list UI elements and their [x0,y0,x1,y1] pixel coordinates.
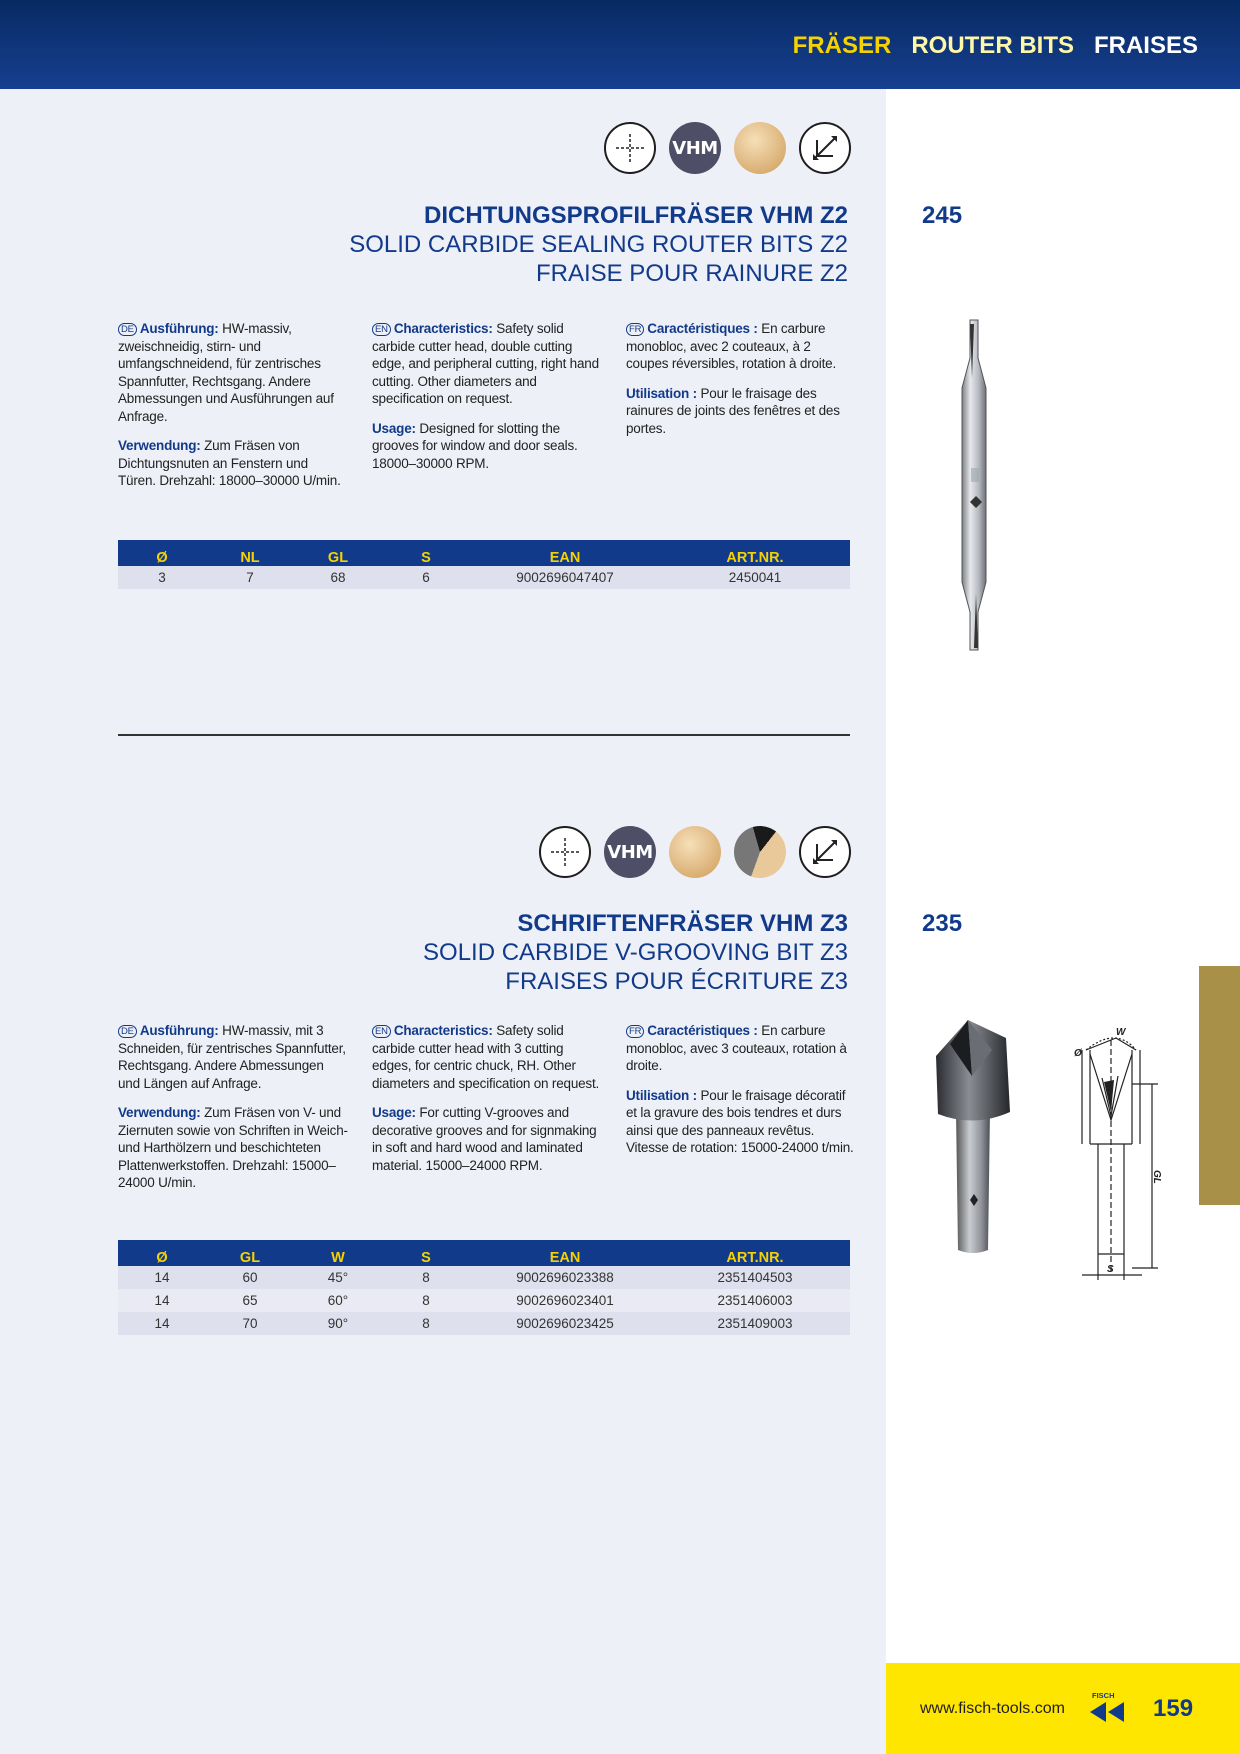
product-2-icons [539,826,851,878]
product-1-catalog-number: 245 [922,202,963,229]
softwood-icon [734,122,786,174]
product-1-title-fr: FRAISE POUR RAINURE Z2 [535,260,848,287]
softwood-icon [669,826,721,878]
lang-badge-fr: FR [626,323,644,336]
fisch-logo-icon [1088,1691,1128,1725]
lang-badge-de: DE [118,323,137,336]
section-title-en: ROUTER BITS [911,32,1074,59]
centric-chuck-icon [539,826,591,878]
centric-chuck-icon [604,122,656,174]
product-2-spec-table [118,1240,850,1335]
product-1-title-en: SOLID CARBIDE SEALING ROUTER BITS Z2 [349,231,848,258]
table-row: 14 60 45° 8 9002696023388 2351404503 [118,1266,850,1289]
product-2-technical-drawing [1072,1020,1164,1282]
product-2-title-fr: FRAISES POUR ÉCRITURE Z3 [505,968,848,995]
laminate-icon [734,826,786,878]
product-2-catalog-number: 235 [922,910,963,937]
drawing-label-gl: GL [1151,1170,1162,1184]
product-1-desc-de: DE Ausführung: HW-massiv, zweischneidig, stirn- und umfangschneidend, für zentrisches Spannfutter, Rechtsgang. Andere Abmessungen und Ausführungen auf Anfrage. Verwendung: Zum Fräsen von Dichtungsnuten an Fenstern und Türen. Drehzahl: 18000–30000 U/min. [118,321,341,488]
section-title-fr: FRAISES [1093,32,1198,59]
product-2-desc-fr: FR Caractéristiques : En carbure monobloc, avec 3 couteaux, rotation à droite. Utilisation : Pour le fraisage décoratif et la gravure des bois tendres et durs ainsi que des panneaux revêtus. Vitesse de rotation: 15000-24000 t/min. [626,1023,854,1155]
product-2-photo [930,1016,1016,1254]
chapter-tab [1199,966,1240,1205]
section-titles [793,32,1198,60]
table-row: 3 7 68 6 9002696047407 2450041 [118,566,850,589]
section-divider [118,734,850,736]
table-header-row: Ø NL GL S EAN ART.NR. [118,540,850,566]
rotation-right-icon [799,826,851,878]
table-row: 14 70 90° 8 9002696023425 2351409003 [118,1312,850,1335]
drawing-label-s: S [1107,1264,1114,1275]
vhm-badge: VHM [604,826,656,878]
product-1-desc-en: EN Characteristics: Safety solid carbide cutter head, double cutting edge, and peripheral cutting, right hand cutting. Other diameters and specification on request. Usage: Designed for slotting the grooves for window and door seals. 18000–30000 RPM. [372,321,599,471]
product-2-title [423,909,848,996]
product-1-title-de: DICHTUNGSPROFILFRÄSER VHM Z2 [423,202,848,229]
product-2-desc-de: DE Ausführung: HW-massiv, mit 3 Schneiden, für zentrisches Spannfutter, Rechtsgang. Andere Abmessungen und Längen auf Anfrage. Verwendung: Zum Fräsen von V- und Ziernuten sowie von Schriften in Weich- und Harthölzern und beschichteten Plattenwerkstoffen. Drehzahl: 15000–24000 U/min. [118,1023,348,1190]
product-1-photo [950,318,1000,652]
page-number: 159 [1153,1695,1194,1722]
product-1-spec-table [118,540,850,589]
product-1-desc-fr: FR Caractéristiques : En carbure monobloc, avec 2 couteaux, à 2 coupes réversibles, rotation à droite. Utilisation : Pour le fraisage des rainures de joints des fenêtres et des portes. [626,321,840,436]
lang-badge-en: EN [372,323,391,336]
product-2-title-de: SCHRIFTENFRÄSER VHM Z3 [517,910,848,937]
lang-badge-fr: FR [626,1025,644,1038]
table-row: 14 65 60° 8 9002696023401 2351406003 [118,1289,850,1312]
product-2-desc-en: EN Characteristics: Safety solid carbide cutter head with 3 cutting edges, for centric chuck, RH. Other diameters and specification on request. Usage: For cutting V-grooves and decorative grooves and for signmaking in soft and hard wood and laminated material. 15000–24000 RPM. [372,1023,600,1173]
page-header [0,0,1240,89]
lang-badge-en: EN [372,1025,391,1038]
product-1-title [349,201,848,288]
drawing-label-dia: Ø [1074,1048,1082,1059]
vhm-badge: VHM [669,122,721,174]
product-2-title-en: SOLID CARBIDE V-GROOVING BIT Z3 [423,939,848,966]
table-header-row: Ø GL W S EAN ART.NR. [118,1240,850,1266]
drawing-label-w: W [1116,1027,1126,1038]
lang-badge-de: DE [118,1025,137,1038]
section-title-de: FRÄSER [792,32,892,59]
rotation-right-icon [799,122,851,174]
brand-name: FISCH [1092,1691,1115,1700]
website-link[interactable]: www.fisch-tools.com [920,1700,1065,1717]
page-footer [886,1663,1240,1754]
product-1-icons [604,122,851,174]
